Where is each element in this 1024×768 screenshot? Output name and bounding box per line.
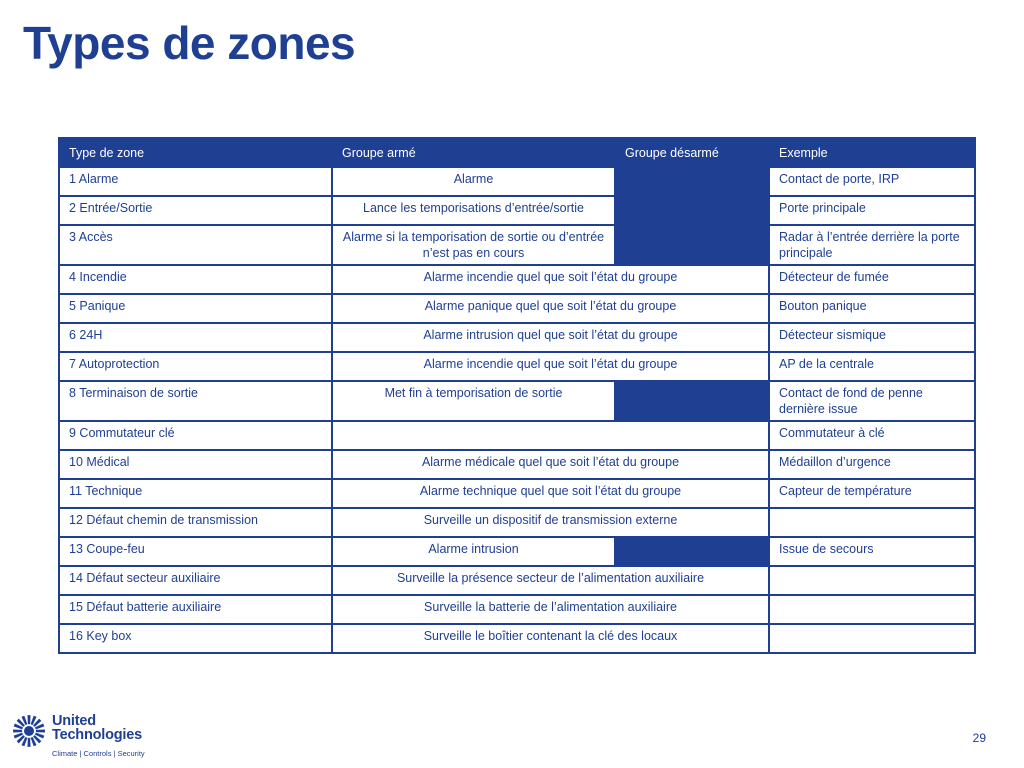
zone-type-cell: 12 Défaut chemin de transmission bbox=[59, 508, 332, 537]
example-cell: Contact de porte, IRP bbox=[769, 167, 975, 196]
example-cell: Bouton panique bbox=[769, 294, 975, 323]
logo-ray bbox=[27, 715, 30, 724]
armed-disarmed-cell: Alarme incendie quel que soit l’état du groupe bbox=[332, 265, 769, 294]
example-cell: Contact de fond de penne dernière issue bbox=[769, 381, 975, 421]
zone-type-cell: 7 Autoprotection bbox=[59, 352, 332, 381]
table-row bbox=[59, 225, 975, 265]
armed-disarmed-cell: Surveille le boîtier contenant la clé des locaux bbox=[332, 624, 769, 653]
zone-type-cell: 3 Accès bbox=[59, 225, 332, 265]
header-disarmed: Groupe désarmé bbox=[615, 138, 769, 167]
armed-cell: Alarme si la temporisation de sortie ou d’entrée n’est pas en cours bbox=[332, 225, 615, 265]
slide-title: Types de zones bbox=[23, 17, 356, 69]
logo-tagline: Climate | Controls | Security bbox=[52, 749, 145, 758]
zone-type-cell: 2 Entrée/Sortie bbox=[59, 196, 332, 225]
logo-line1: United bbox=[52, 713, 96, 729]
example-cell: Détecteur de fumée bbox=[769, 265, 975, 294]
armed-disarmed-cell: Surveille la présence secteur de l’alimentation auxiliaire bbox=[332, 566, 769, 595]
armed-disarmed-cell: Alarme médicale quel que soit l’état du groupe bbox=[332, 450, 769, 479]
example-cell: Médaillon d’urgence bbox=[769, 450, 975, 479]
armed-disarmed-cell: Surveille la batterie de l’alimentation auxiliaire bbox=[332, 595, 769, 624]
example-cell: AP de la centrale bbox=[769, 352, 975, 381]
table-row bbox=[59, 294, 975, 323]
zone-type-cell: 11 Technique bbox=[59, 479, 332, 508]
table-row bbox=[59, 265, 975, 294]
disarmed-filled-cell bbox=[615, 167, 769, 265]
example-cell bbox=[769, 595, 975, 624]
table-header-row bbox=[59, 138, 975, 167]
table-row bbox=[59, 595, 975, 624]
logo-wordmark bbox=[52, 714, 142, 742]
table-row bbox=[59, 508, 975, 537]
disarmed-filled-cell bbox=[615, 537, 769, 566]
table-row bbox=[59, 537, 975, 566]
zone-type-cell: 8 Terminaison de sortie bbox=[59, 381, 332, 421]
table-row bbox=[59, 381, 975, 421]
logo-ray bbox=[27, 738, 30, 747]
example-cell: Capteur de température bbox=[769, 479, 975, 508]
table-row bbox=[59, 566, 975, 595]
armed-disarmed-cell: Alarme incendie quel que soit l’état du groupe bbox=[332, 352, 769, 381]
example-cell bbox=[769, 508, 975, 537]
zone-type-cell: 1 Alarme bbox=[59, 167, 332, 196]
logo-ray bbox=[13, 729, 22, 732]
armed-cell: Alarme bbox=[332, 167, 615, 196]
united-technologies-logo-icon bbox=[12, 714, 46, 748]
header-zone-type: Type de zone bbox=[59, 138, 332, 167]
table-row bbox=[59, 167, 975, 196]
zone-type-cell: 13 Coupe-feu bbox=[59, 537, 332, 566]
zone-type-cell: 15 Défaut batterie auxiliaire bbox=[59, 595, 332, 624]
armed-disarmed-cell bbox=[332, 421, 769, 450]
zone-type-cell: 6 24H bbox=[59, 323, 332, 352]
example-cell: Porte principale bbox=[769, 196, 975, 225]
example-cell: Issue de secours bbox=[769, 537, 975, 566]
armed-disarmed-cell: Alarme intrusion quel que soit l’état du groupe bbox=[332, 323, 769, 352]
armed-cell: Lance les temporisations d’entrée/sortie bbox=[332, 196, 615, 225]
armed-disarmed-cell: Alarme technique quel que soit l’état du groupe bbox=[332, 479, 769, 508]
table-row bbox=[59, 421, 975, 450]
logo-ray bbox=[36, 729, 45, 732]
zone-type-cell: 9 Commutateur clé bbox=[59, 421, 332, 450]
armed-cell: Alarme intrusion bbox=[332, 537, 615, 566]
zone-types-table bbox=[58, 137, 976, 654]
page-number: 29 bbox=[972, 731, 986, 745]
example-cell bbox=[769, 624, 975, 653]
company-logo bbox=[10, 712, 180, 762]
table-row bbox=[59, 450, 975, 479]
zone-type-cell: 4 Incendie bbox=[59, 265, 332, 294]
table-row bbox=[59, 624, 975, 653]
table-row bbox=[59, 323, 975, 352]
armed-cell: Met fin à temporisation de sortie bbox=[332, 381, 615, 421]
logo-line2: Technologies bbox=[52, 727, 142, 743]
header-example: Exemple bbox=[769, 138, 975, 167]
table-row bbox=[59, 352, 975, 381]
disarmed-filled-cell bbox=[615, 381, 769, 421]
example-cell: Radar à l’entrée derrière la porte principale bbox=[769, 225, 975, 265]
table-row bbox=[59, 196, 975, 225]
armed-disarmed-cell: Alarme panique quel que soit l’état du groupe bbox=[332, 294, 769, 323]
example-cell bbox=[769, 566, 975, 595]
zone-type-cell: 5 Panique bbox=[59, 294, 332, 323]
zone-type-cell: 16 Key box bbox=[59, 624, 332, 653]
armed-disarmed-cell: Surveille un dispositif de transmission externe bbox=[332, 508, 769, 537]
example-cell: Commutateur à clé bbox=[769, 421, 975, 450]
example-cell: Détecteur sismique bbox=[769, 323, 975, 352]
zone-type-cell: 10 Médical bbox=[59, 450, 332, 479]
zone-type-cell: 14 Défaut secteur auxiliaire bbox=[59, 566, 332, 595]
table-row bbox=[59, 479, 975, 508]
header-armed: Groupe armé bbox=[332, 138, 615, 167]
